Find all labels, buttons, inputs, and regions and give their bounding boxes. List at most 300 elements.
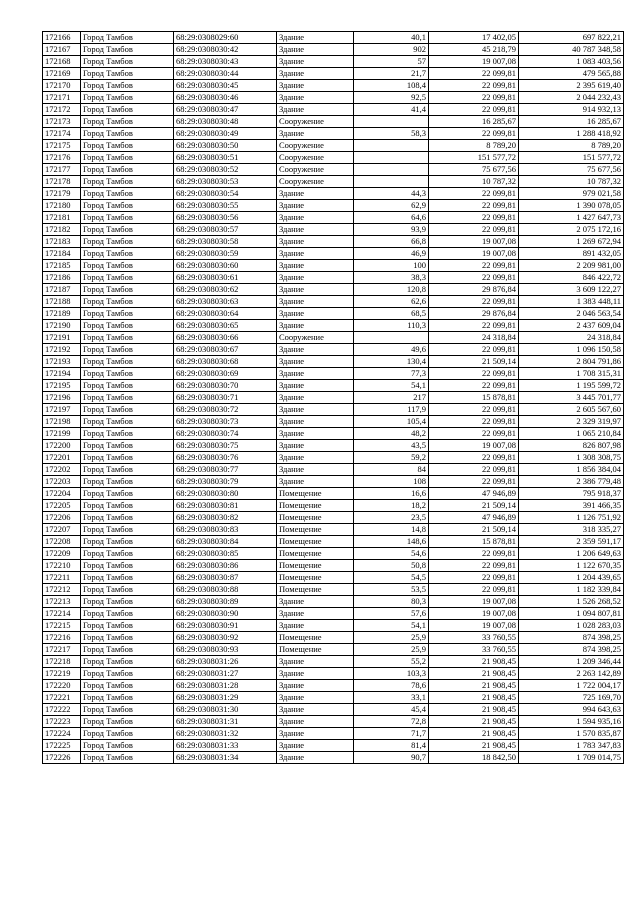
city-cell: Город Тамбов <box>81 500 174 512</box>
area-cell: 130,4 <box>354 356 429 368</box>
city-cell: Город Тамбов <box>81 68 174 80</box>
area-cell: 25,9 <box>354 632 429 644</box>
city-cell: Город Тамбов <box>81 752 174 764</box>
unit-value-cell: 22 099,81 <box>429 548 519 560</box>
area-cell: 80,3 <box>354 596 429 608</box>
cadastral-value-cell: 2 046 563,54 <box>519 308 624 320</box>
area-cell <box>354 176 429 188</box>
cadastral-number-cell: 68:29:0308030:63 <box>174 296 277 308</box>
table-row <box>43 248 624 260</box>
cadastral-value-cell: 151 577,72 <box>519 152 624 164</box>
table-row <box>43 152 624 164</box>
area-cell: 71,7 <box>354 728 429 740</box>
area-cell: 81,4 <box>354 740 429 752</box>
area-cell: 41,4 <box>354 104 429 116</box>
row-number-cell: 172180 <box>43 200 81 212</box>
cadastral-number-cell: 68:29:0308031:34 <box>174 752 277 764</box>
object-type-cell: Здание <box>277 80 354 92</box>
area-cell: 90,7 <box>354 752 429 764</box>
area-cell: 53,5 <box>354 584 429 596</box>
cadastral-value-cell: 2 804 791,86 <box>519 356 624 368</box>
city-cell: Город Тамбов <box>81 548 174 560</box>
cadastral-number-cell: 68:29:0308030:44 <box>174 68 277 80</box>
city-cell: Город Тамбов <box>81 704 174 716</box>
row-number-cell: 172172 <box>43 104 81 116</box>
unit-value-cell: 33 760,55 <box>429 644 519 656</box>
area-cell: 55,2 <box>354 656 429 668</box>
area-cell <box>354 332 429 344</box>
cadastral-value-table <box>42 31 624 764</box>
table-row <box>43 284 624 296</box>
object-type-cell: Здание <box>277 620 354 632</box>
row-number-cell: 172196 <box>43 392 81 404</box>
unit-value-cell: 22 099,81 <box>429 476 519 488</box>
object-type-cell: Здание <box>277 344 354 356</box>
row-number-cell: 172179 <box>43 188 81 200</box>
row-number-cell: 172182 <box>43 224 81 236</box>
object-type-cell: Здание <box>277 452 354 464</box>
row-number-cell: 172176 <box>43 152 81 164</box>
cadastral-value-cell: 16 285,67 <box>519 116 624 128</box>
area-cell: 62,9 <box>354 200 429 212</box>
row-number-cell: 172184 <box>43 248 81 260</box>
city-cell: Город Тамбов <box>81 692 174 704</box>
table-row <box>43 668 624 680</box>
city-cell: Город Тамбов <box>81 224 174 236</box>
table-row <box>43 716 624 728</box>
object-type-cell: Сооружение <box>277 140 354 152</box>
row-number-cell: 172188 <box>43 296 81 308</box>
cadastral-value-cell: 479 565,88 <box>519 68 624 80</box>
cadastral-number-cell: 68:29:0308030:59 <box>174 248 277 260</box>
unit-value-cell: 22 099,81 <box>429 464 519 476</box>
cadastral-value-cell: 697 822,21 <box>519 32 624 44</box>
table-row <box>43 164 624 176</box>
object-type-cell: Здание <box>277 476 354 488</box>
table-row <box>43 656 624 668</box>
table-row <box>43 176 624 188</box>
cadastral-value-cell: 846 422,72 <box>519 272 624 284</box>
area-cell: 18,2 <box>354 500 429 512</box>
unit-value-cell: 22 099,81 <box>429 188 519 200</box>
table-row <box>43 44 624 56</box>
cadastral-number-cell: 68:29:0308030:86 <box>174 560 277 572</box>
area-cell: 93,9 <box>354 224 429 236</box>
row-number-cell: 172224 <box>43 728 81 740</box>
cadastral-value-cell: 3 445 701,77 <box>519 392 624 404</box>
city-cell: Город Тамбов <box>81 152 174 164</box>
cadastral-value-cell: 391 466,35 <box>519 500 624 512</box>
object-type-cell: Здание <box>277 272 354 284</box>
unit-value-cell: 22 099,81 <box>429 128 519 140</box>
table-body <box>43 32 624 764</box>
object-type-cell: Здание <box>277 752 354 764</box>
cadastral-number-cell: 68:29:0308030:93 <box>174 644 277 656</box>
area-cell: 50,8 <box>354 560 429 572</box>
row-number-cell: 172210 <box>43 560 81 572</box>
cadastral-number-cell: 68:29:0308030:43 <box>174 56 277 68</box>
table-row <box>43 500 624 512</box>
area-cell: 108 <box>354 476 429 488</box>
cadastral-value-cell: 2 437 609,04 <box>519 320 624 332</box>
city-cell: Город Тамбов <box>81 644 174 656</box>
city-cell: Город Тамбов <box>81 212 174 224</box>
cadastral-number-cell: 68:29:0308031:27 <box>174 668 277 680</box>
row-number-cell: 172204 <box>43 488 81 500</box>
object-type-cell: Здание <box>277 188 354 200</box>
unit-value-cell: 47 946,89 <box>429 512 519 524</box>
cadastral-number-cell: 68:29:0308030:88 <box>174 584 277 596</box>
object-type-cell: Здание <box>277 44 354 56</box>
row-number-cell: 172191 <box>43 332 81 344</box>
row-number-cell: 172222 <box>43 704 81 716</box>
cadastral-value-cell: 1 182 339,84 <box>519 584 624 596</box>
unit-value-cell: 21 908,45 <box>429 728 519 740</box>
object-type-cell: Здание <box>277 356 354 368</box>
object-type-cell: Здание <box>277 32 354 44</box>
area-cell: 44,3 <box>354 188 429 200</box>
unit-value-cell: 21 908,45 <box>429 668 519 680</box>
table-row <box>43 32 624 44</box>
table-row <box>43 320 624 332</box>
cadastral-number-cell: 68:29:0308029:60 <box>174 32 277 44</box>
object-type-cell: Здание <box>277 236 354 248</box>
city-cell: Город Тамбов <box>81 92 174 104</box>
area-cell: 16,6 <box>354 488 429 500</box>
area-cell: 62,6 <box>354 296 429 308</box>
cadastral-number-cell: 68:29:0308031:31 <box>174 716 277 728</box>
table-row <box>43 596 624 608</box>
cadastral-value-cell: 1 708 315,31 <box>519 368 624 380</box>
city-cell: Город Тамбов <box>81 80 174 92</box>
city-cell: Город Тамбов <box>81 296 174 308</box>
row-number-cell: 172212 <box>43 584 81 596</box>
area-cell: 78,6 <box>354 680 429 692</box>
unit-value-cell: 22 099,81 <box>429 272 519 284</box>
city-cell: Город Тамбов <box>81 32 174 44</box>
table-row <box>43 680 624 692</box>
cadastral-value-cell: 2 605 567,60 <box>519 404 624 416</box>
city-cell: Город Тамбов <box>81 104 174 116</box>
cadastral-number-cell: 68:29:0308030:68 <box>174 356 277 368</box>
city-cell: Город Тамбов <box>81 164 174 176</box>
area-cell: 84 <box>354 464 429 476</box>
unit-value-cell: 29 876,84 <box>429 284 519 296</box>
unit-value-cell: 19 007,08 <box>429 248 519 260</box>
table-row <box>43 428 624 440</box>
cadastral-value-cell: 2 395 619,40 <box>519 80 624 92</box>
unit-value-cell: 10 787,32 <box>429 176 519 188</box>
object-type-cell: Здание <box>277 596 354 608</box>
cadastral-number-cell: 68:29:0308030:45 <box>174 80 277 92</box>
city-cell: Город Тамбов <box>81 44 174 56</box>
cadastral-number-cell: 68:29:0308030:60 <box>174 260 277 272</box>
city-cell: Город Тамбов <box>81 308 174 320</box>
object-type-cell: Сооружение <box>277 332 354 344</box>
unit-value-cell: 22 099,81 <box>429 344 519 356</box>
cadastral-number-cell: 68:29:0308030:84 <box>174 536 277 548</box>
object-type-cell: Здание <box>277 92 354 104</box>
row-number-cell: 172171 <box>43 92 81 104</box>
city-cell: Город Тамбов <box>81 320 174 332</box>
cadastral-number-cell: 68:29:0308030:87 <box>174 572 277 584</box>
cadastral-number-cell: 68:29:0308030:65 <box>174 320 277 332</box>
cadastral-number-cell: 68:29:0308030:42 <box>174 44 277 56</box>
row-number-cell: 172197 <box>43 404 81 416</box>
row-number-cell: 172205 <box>43 500 81 512</box>
unit-value-cell: 22 099,81 <box>429 92 519 104</box>
table-row <box>43 476 624 488</box>
table-row <box>43 524 624 536</box>
row-number-cell: 172225 <box>43 740 81 752</box>
unit-value-cell: 19 007,08 <box>429 440 519 452</box>
cadastral-value-cell: 40 787 348,58 <box>519 44 624 56</box>
cadastral-value-cell: 1 383 448,11 <box>519 296 624 308</box>
city-cell: Город Тамбов <box>81 680 174 692</box>
unit-value-cell: 19 007,08 <box>429 596 519 608</box>
city-cell: Город Тамбов <box>81 620 174 632</box>
row-number-cell: 172192 <box>43 344 81 356</box>
cadastral-number-cell: 68:29:0308030:52 <box>174 164 277 176</box>
cadastral-number-cell: 68:29:0308030:83 <box>174 524 277 536</box>
cadastral-number-cell: 68:29:0308030:76 <box>174 452 277 464</box>
area-cell: 103,3 <box>354 668 429 680</box>
cadastral-number-cell: 68:29:0308031:26 <box>174 656 277 668</box>
cadastral-number-cell: 68:29:0308030:58 <box>174 236 277 248</box>
unit-value-cell: 47 946,89 <box>429 488 519 500</box>
cadastral-number-cell: 68:29:0308030:70 <box>174 380 277 392</box>
unit-value-cell: 22 099,81 <box>429 416 519 428</box>
area-cell: 45,4 <box>354 704 429 716</box>
unit-value-cell: 22 099,81 <box>429 320 519 332</box>
table-row <box>43 308 624 320</box>
cadastral-number-cell: 68:29:0308030:51 <box>174 152 277 164</box>
cadastral-number-cell: 68:29:0308030:46 <box>174 92 277 104</box>
cadastral-number-cell: 68:29:0308030:72 <box>174 404 277 416</box>
unit-value-cell: 8 789,20 <box>429 140 519 152</box>
cadastral-number-cell: 68:29:0308030:50 <box>174 140 277 152</box>
row-number-cell: 172190 <box>43 320 81 332</box>
unit-value-cell: 22 099,81 <box>429 584 519 596</box>
object-type-cell: Помещение <box>277 560 354 572</box>
table-row <box>43 632 624 644</box>
city-cell: Город Тамбов <box>81 668 174 680</box>
cadastral-value-cell: 1 206 649,63 <box>519 548 624 560</box>
cadastral-number-cell: 68:29:0308030:74 <box>174 428 277 440</box>
row-number-cell: 172206 <box>43 512 81 524</box>
object-type-cell: Здание <box>277 284 354 296</box>
unit-value-cell: 15 878,81 <box>429 536 519 548</box>
table-row <box>43 380 624 392</box>
unit-value-cell: 151 577,72 <box>429 152 519 164</box>
object-type-cell: Здание <box>277 212 354 224</box>
object-type-cell: Здание <box>277 716 354 728</box>
unit-value-cell: 22 099,81 <box>429 368 519 380</box>
area-cell: 54,6 <box>354 548 429 560</box>
unit-value-cell: 22 099,81 <box>429 428 519 440</box>
area-cell: 58,3 <box>354 128 429 140</box>
table-row <box>43 332 624 344</box>
cadastral-number-cell: 68:29:0308030:92 <box>174 632 277 644</box>
cadastral-value-cell: 874 398,25 <box>519 644 624 656</box>
object-type-cell: Помещение <box>277 584 354 596</box>
table-row <box>43 608 624 620</box>
cadastral-value-cell: 1 856 384,04 <box>519 464 624 476</box>
row-number-cell: 172186 <box>43 272 81 284</box>
unit-value-cell: 22 099,81 <box>429 212 519 224</box>
object-type-cell: Помещение <box>277 500 354 512</box>
city-cell: Город Тамбов <box>81 536 174 548</box>
object-type-cell: Сооружение <box>277 152 354 164</box>
unit-value-cell: 22 099,81 <box>429 560 519 572</box>
table-row <box>43 128 624 140</box>
row-number-cell: 172193 <box>43 356 81 368</box>
area-cell: 68,5 <box>354 308 429 320</box>
row-number-cell: 172214 <box>43 608 81 620</box>
area-cell <box>354 116 429 128</box>
object-type-cell: Здание <box>277 392 354 404</box>
table-row <box>43 488 624 500</box>
object-type-cell: Здание <box>277 428 354 440</box>
area-cell: 217 <box>354 392 429 404</box>
object-type-cell: Здание <box>277 728 354 740</box>
area-cell: 148,6 <box>354 536 429 548</box>
object-type-cell: Сооружение <box>277 164 354 176</box>
cadastral-value-cell: 2 359 591,17 <box>519 536 624 548</box>
area-cell: 33,1 <box>354 692 429 704</box>
area-cell <box>354 152 429 164</box>
unit-value-cell: 19 007,08 <box>429 56 519 68</box>
city-cell: Город Тамбов <box>81 236 174 248</box>
cadastral-value-cell: 2 386 779,48 <box>519 476 624 488</box>
cadastral-number-cell: 68:29:0308030:67 <box>174 344 277 356</box>
object-type-cell: Здание <box>277 56 354 68</box>
area-cell: 54,5 <box>354 572 429 584</box>
cadastral-value-cell: 75 677,56 <box>519 164 624 176</box>
cadastral-value-cell: 979 021,58 <box>519 188 624 200</box>
table-row <box>43 80 624 92</box>
city-cell: Город Тамбов <box>81 56 174 68</box>
unit-value-cell: 22 099,81 <box>429 224 519 236</box>
row-number-cell: 172202 <box>43 464 81 476</box>
city-cell: Город Тамбов <box>81 428 174 440</box>
object-type-cell: Здание <box>277 404 354 416</box>
cadastral-number-cell: 68:29:0308030:56 <box>174 212 277 224</box>
table-row <box>43 212 624 224</box>
unit-value-cell: 21 908,45 <box>429 704 519 716</box>
row-number-cell: 172223 <box>43 716 81 728</box>
row-number-cell: 172216 <box>43 632 81 644</box>
area-cell: 110,3 <box>354 320 429 332</box>
area-cell: 46,9 <box>354 248 429 260</box>
unit-value-cell: 21 509,14 <box>429 356 519 368</box>
row-number-cell: 172215 <box>43 620 81 632</box>
table-row <box>43 104 624 116</box>
object-type-cell: Помещение <box>277 548 354 560</box>
table-row <box>43 692 624 704</box>
cadastral-number-cell: 68:29:0308031:33 <box>174 740 277 752</box>
cadastral-value-cell: 795 918,37 <box>519 488 624 500</box>
cadastral-value-cell: 1 209 346,44 <box>519 656 624 668</box>
city-cell: Город Тамбов <box>81 596 174 608</box>
unit-value-cell: 21 908,45 <box>429 716 519 728</box>
cadastral-value-cell: 318 335,27 <box>519 524 624 536</box>
area-cell <box>354 164 429 176</box>
unit-value-cell: 75 677,56 <box>429 164 519 176</box>
unit-value-cell: 19 007,08 <box>429 608 519 620</box>
cadastral-number-cell: 68:29:0308030:91 <box>174 620 277 632</box>
table-row <box>43 644 624 656</box>
object-type-cell: Здание <box>277 260 354 272</box>
area-cell: 38,3 <box>354 272 429 284</box>
cadastral-number-cell: 68:29:0308031:28 <box>174 680 277 692</box>
table-row <box>43 572 624 584</box>
cadastral-value-cell: 874 398,25 <box>519 632 624 644</box>
cadastral-number-cell: 68:29:0308030:89 <box>174 596 277 608</box>
area-cell: 25,9 <box>354 644 429 656</box>
cadastral-number-cell: 68:29:0308030:62 <box>174 284 277 296</box>
cadastral-value-cell: 1 204 439,65 <box>519 572 624 584</box>
cadastral-value-cell: 1 570 835,87 <box>519 728 624 740</box>
object-type-cell: Здание <box>277 668 354 680</box>
row-number-cell: 172189 <box>43 308 81 320</box>
cadastral-number-cell: 68:29:0308030:90 <box>174 608 277 620</box>
object-type-cell: Сооружение <box>277 116 354 128</box>
city-cell: Город Тамбов <box>81 368 174 380</box>
unit-value-cell: 22 099,81 <box>429 104 519 116</box>
row-number-cell: 172203 <box>43 476 81 488</box>
unit-value-cell: 16 285,67 <box>429 116 519 128</box>
table-row <box>43 200 624 212</box>
cadastral-number-cell: 68:29:0308030:48 <box>174 116 277 128</box>
row-number-cell: 172175 <box>43 140 81 152</box>
cadastral-value-cell: 1 308 308,75 <box>519 452 624 464</box>
object-type-cell: Здание <box>277 440 354 452</box>
cadastral-value-cell: 24 318,84 <box>519 332 624 344</box>
row-number-cell: 172183 <box>43 236 81 248</box>
city-cell: Город Тамбов <box>81 272 174 284</box>
city-cell: Город Тамбов <box>81 332 174 344</box>
row-number-cell: 172195 <box>43 380 81 392</box>
unit-value-cell: 21 908,45 <box>429 692 519 704</box>
table-row <box>43 56 624 68</box>
object-type-cell: Здание <box>277 104 354 116</box>
row-number-cell: 172219 <box>43 668 81 680</box>
area-cell: 72,8 <box>354 716 429 728</box>
area-cell: 902 <box>354 44 429 56</box>
cadastral-number-cell: 68:29:0308030:81 <box>174 500 277 512</box>
unit-value-cell: 21 908,45 <box>429 740 519 752</box>
city-cell: Город Тамбов <box>81 740 174 752</box>
object-type-cell: Помещение <box>277 644 354 656</box>
row-number-cell: 172169 <box>43 68 81 80</box>
table-row <box>43 260 624 272</box>
cadastral-number-cell: 68:29:0308030:79 <box>174 476 277 488</box>
table-row <box>43 224 624 236</box>
row-number-cell: 172198 <box>43 416 81 428</box>
cadastral-value-cell: 1 427 647,73 <box>519 212 624 224</box>
table-row <box>43 368 624 380</box>
cadastral-number-cell: 68:29:0308030:77 <box>174 464 277 476</box>
table-row <box>43 404 624 416</box>
row-number-cell: 172167 <box>43 44 81 56</box>
city-cell: Город Тамбов <box>81 392 174 404</box>
object-type-cell: Сооружение <box>277 176 354 188</box>
row-number-cell: 172217 <box>43 644 81 656</box>
row-number-cell: 172218 <box>43 656 81 668</box>
cadastral-value-cell: 1 096 150,58 <box>519 344 624 356</box>
unit-value-cell: 29 876,84 <box>429 308 519 320</box>
